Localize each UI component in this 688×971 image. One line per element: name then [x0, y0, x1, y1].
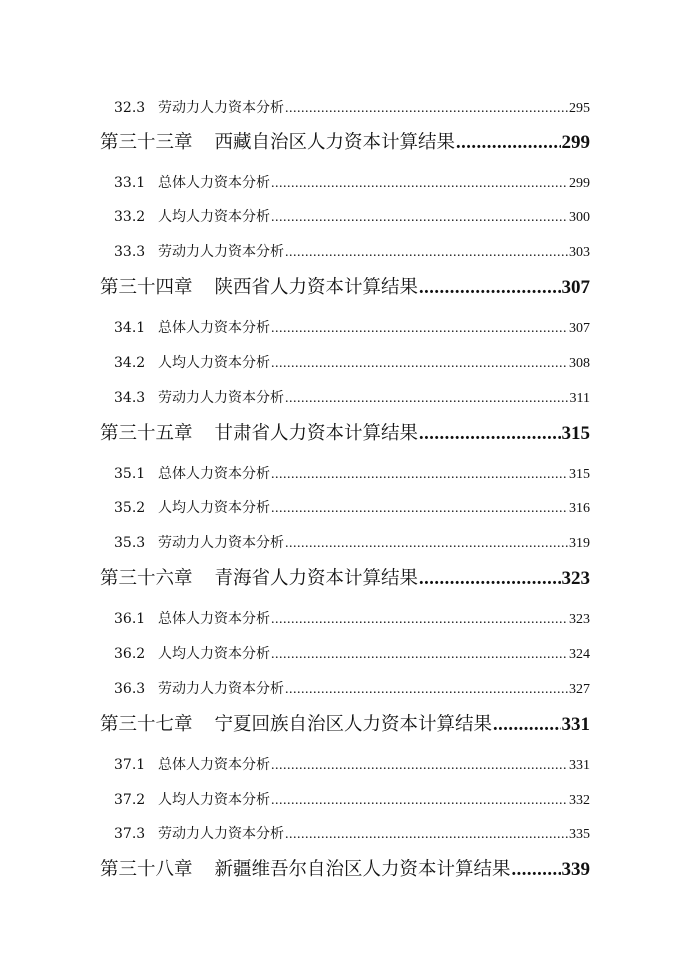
- page-number: 319: [569, 536, 590, 551]
- page-number: 308: [569, 356, 590, 371]
- page-number: 331: [569, 758, 590, 773]
- chapter-number: 第三十四章: [100, 277, 193, 298]
- dot-leader: [285, 391, 569, 407]
- toc-section-entry[interactable]: [114, 317, 590, 337]
- page-number: 339: [561, 859, 590, 880]
- section-number: 34.1: [114, 320, 146, 336]
- page-number: 332: [569, 793, 590, 808]
- section-title: 劳动力人力资本分析: [158, 826, 284, 842]
- page-number: 331: [561, 714, 590, 735]
- toc-section-entry[interactable]: [114, 608, 590, 628]
- toc-section-entry[interactable]: [114, 497, 590, 517]
- page-number: 316: [569, 501, 590, 516]
- dot-leader: [285, 101, 568, 117]
- section-title: 人均人力资本分析: [158, 209, 270, 225]
- page-number: 299: [569, 176, 590, 191]
- toc-section-entry[interactable]: [114, 241, 590, 261]
- section-title: 总体人力资本分析: [158, 175, 270, 191]
- dot-leader: [512, 860, 561, 881]
- dot-leader: [271, 321, 568, 337]
- chapter-number: 第三十三章: [100, 132, 193, 153]
- section-number: 37.3: [114, 826, 146, 842]
- toc-section-entry[interactable]: [114, 789, 590, 809]
- section-number: 37.2: [114, 792, 146, 808]
- toc-section-entry[interactable]: [114, 823, 590, 843]
- section-title: 人均人力资本分析: [158, 792, 270, 808]
- chapter-title: 陕西省人力资本计算结果: [214, 277, 419, 298]
- dot-leader: [419, 569, 560, 590]
- dot-leader: [271, 176, 568, 192]
- section-title: 劳动力人力资本分析: [158, 681, 284, 697]
- page-number: 327: [569, 682, 590, 697]
- page-number: 295: [569, 101, 590, 116]
- toc-section-entry[interactable]: [114, 463, 590, 483]
- section-title: 总体人力资本分析: [158, 611, 270, 627]
- dot-leader: [493, 715, 560, 736]
- chapter-number: 第三十六章: [100, 568, 193, 589]
- dot-leader: [285, 682, 568, 698]
- section-title: 人均人力资本分析: [158, 500, 270, 516]
- page-number: 323: [561, 568, 590, 589]
- section-number: 35.1: [114, 466, 146, 482]
- section-title: 劳动力人力资本分析: [158, 535, 284, 551]
- dot-leader: [271, 647, 568, 663]
- toc-section-entry[interactable]: [114, 206, 590, 226]
- toc-chapter-entry[interactable]: [100, 564, 590, 590]
- page-number: 307: [561, 277, 590, 298]
- chapter-title: 宁夏回族自治区人力资本计算结果: [214, 714, 493, 735]
- chapter-title: 甘肃省人力资本计算结果: [214, 423, 419, 444]
- chapter-title: 青海省人力资本计算结果: [214, 568, 419, 589]
- chapter-title: 新疆维吾尔自治区人力资本计算结果: [214, 859, 511, 880]
- section-number: 35.3: [114, 535, 146, 551]
- toc-section-entry[interactable]: [114, 387, 590, 407]
- toc-chapter-entry[interactable]: [100, 710, 590, 736]
- toc-chapter-entry[interactable]: [100, 128, 590, 154]
- section-title: 人均人力资本分析: [158, 355, 270, 371]
- dot-leader: [271, 467, 568, 483]
- toc-section-entry[interactable]: [114, 532, 590, 552]
- dot-leader: [419, 424, 560, 445]
- section-title: 总体人力资本分析: [158, 320, 270, 336]
- toc-chapter-entry[interactable]: [100, 419, 590, 445]
- dot-leader: [271, 758, 568, 774]
- chapter-number: 第三十七章: [100, 714, 193, 735]
- section-number: 34.3: [114, 390, 146, 406]
- section-number: 37.1: [114, 757, 146, 773]
- section-title: 劳动力人力资本分析: [158, 100, 284, 116]
- section-number: 36.2: [114, 646, 146, 662]
- section-title: 劳动力人力资本分析: [158, 244, 284, 260]
- page-number: 311: [569, 391, 590, 406]
- dot-leader: [271, 612, 568, 628]
- toc-section-entry[interactable]: [114, 352, 590, 372]
- chapter-title: 西藏自治区人力资本计算结果: [214, 132, 456, 153]
- section-title: 总体人力资本分析: [158, 757, 270, 773]
- toc-section-entry[interactable]: [114, 754, 590, 774]
- page-number: 303: [569, 245, 590, 260]
- section-title: 总体人力资本分析: [158, 466, 270, 482]
- toc-chapter-entry[interactable]: [100, 855, 590, 881]
- section-number: 33.2: [114, 209, 146, 225]
- dot-leader: [285, 827, 568, 843]
- page-number: 307: [569, 321, 590, 336]
- dot-leader: [271, 793, 568, 809]
- dot-leader: [419, 278, 560, 299]
- section-number: 36.3: [114, 681, 146, 697]
- page-number: 324: [569, 647, 590, 662]
- chapter-number: 第三十八章: [100, 859, 193, 880]
- dot-leader: [271, 501, 568, 517]
- dot-leader: [456, 133, 560, 154]
- section-title: 人均人力资本分析: [158, 646, 270, 662]
- page-number: 335: [569, 827, 590, 842]
- chapter-number: 第三十五章: [100, 423, 193, 444]
- section-number: 34.2: [114, 355, 146, 371]
- dot-leader: [285, 245, 568, 261]
- toc-section-entry[interactable]: [114, 97, 590, 117]
- dot-leader: [271, 210, 568, 226]
- section-number: 33.1: [114, 175, 146, 191]
- page-number: 299: [561, 132, 590, 153]
- page-number: 315: [561, 423, 590, 444]
- toc-section-entry[interactable]: [114, 643, 590, 663]
- page-number: 323: [569, 612, 590, 627]
- dot-leader: [285, 536, 568, 552]
- section-title: 劳动力人力资本分析: [158, 390, 284, 406]
- section-number: 36.1: [114, 611, 146, 627]
- section-number: 33.3: [114, 244, 146, 260]
- section-number: 32.3: [114, 100, 146, 116]
- section-number: 35.2: [114, 500, 146, 516]
- toc-chapter-entry[interactable]: [100, 273, 590, 299]
- page-number: 300: [569, 210, 590, 225]
- dot-leader: [271, 356, 568, 372]
- page-number: 315: [569, 467, 590, 482]
- toc-section-entry[interactable]: [114, 678, 590, 698]
- toc-section-entry[interactable]: [114, 172, 590, 192]
